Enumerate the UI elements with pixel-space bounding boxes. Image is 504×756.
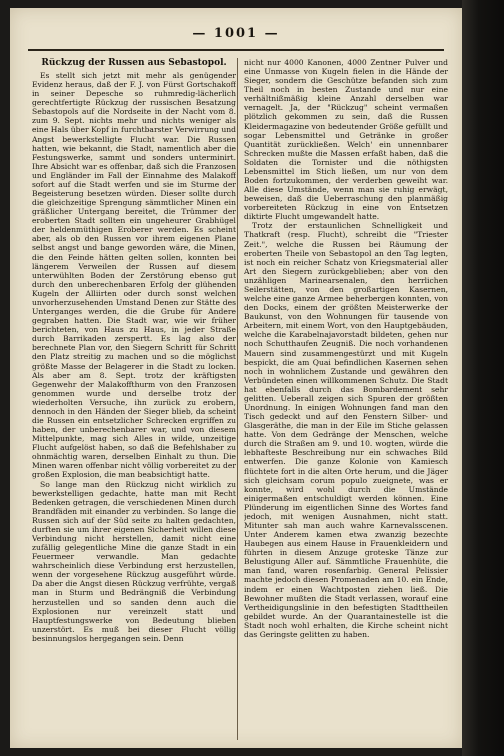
article-paragraph: Es stellt sich jetzt mit mehr als genügender Evidenz heraus, daß der F. J. von Fürst Gortschakoff in seiner Depesche so ruhmredig-lächerlich gerechtfertigte Rückzug der russischen Besatzung Sebastopols auf die Nordseite in der Nacht vom 8. zum 9. Sept. nichts mehr und nichts weniger als eine Hals über Kopf in furchtbarster Verwirrung und Angst bewerkstelligte Flucht war. Die Russen hatten, wie bekannt, die Stadt, namentlich aber die Festungswerke, sammt und sonders unterminirt. Ihre Absicht war es offenbar, daß sich die Franzosen und Engländer im Fall der Einnahme des Malakoff sofort auf die Stadt werfen und sie im Sturme der Begeisterung besetzen würden. Dieser sollte durch die gleichzeitige Sprengung sämmtlicher Minen ein gräßlicher Untergang bereitet, die Trümmer der eroberten Stadt sollten ein ungeheurer Grabhügel der heldenmüthigen Eroberer werden. Es scheint aber, als ob den Russen vor ihrem eigenen Plane selbst angst und bange geworden wäre, die Minen, die den Feinde hätten gelten sollen, konnten bei längerem Verweilen der Russen auf diesem unterwühlten Boden der Zerstörung ebenso gut durch den unberechenbaren Erfolg der glühenden Kugeln der Alliirten oder durch sonst welchen unvorherzusehenden Umstand Denen zur Stätte des Unterganges werden, die die Grube für Andere gegraben hatten. Die Stadt war, wie wir früher berichteten, von Haus zu Haus, in jeder Straße durch Barrikaden zerspertt. Es lag also der berechnete Plan vor, den Siegern Schritt für Schritt den Platz streitig zu machen und so die möglichst größte Masse der Belagerer in die Stadt zu locken. Als aber am 8. Sept. trotz der kräftigsten Gegenwehr der Malakoffthurm von den Franzosen genommen wurde und derselbe trotz der wiederholten Versuche, ihn zurück zu erobern, dennoch in den Händen der Sieger blieb, da scheint die Russen ein entsetzlicher Schrecken ergriffen zu haben, der unberechenbarer war, und von diesem Mittelpunkte, mag sich Alles in wilde, unzeitige Flucht aufgelöst haben, so daß die Befehlshaber zu ohnmächtig waren, derselben Einhalt zu thun. Die Minen waren offenbar nicht völlig vorbereitet zu der großen Explosion, die man beabsichtigt hatte. xyxy=(32,71,236,480)
article-paragraph: nicht nur 4000 Kanonen, 4000 Zentner Pulver und eine Unmasse von Kugeln fielen in die Hände der Sieger, sondern die Geschütze befanden sich zum Theil noch in besten Zustande und nur eine verhältnißmäßig kleine Anzahl derselben war vernagelt. Ja, der "Rückzug" scheint vermaßen plötzlich gekommen zu sein, daß die Russen Kleidermagazine von bedeutender Größe gefüllt und sogar Lebensmittel und Getränke in großer Quantität zurückließen. Welch' ein unnennbarer Schrecken mußte die Massen erfaßt haben, daß die Soldaten die Tornister und die nöthigsten Lebensmittel im Stich ließen, um nur von dem Boden fortzukommen, der verderben geweiht war. Alle diese Umstände, wenn man sie ruhig erwägt, beweisen, daß die Ueberraschung den planmäßig vorbereiteten Rückzug in eine von Entsetzen diktirte Flucht umgewandelt hatte. xyxy=(244,58,448,222)
header-rule xyxy=(28,49,444,51)
article-headline: Rückzug der Russen aus Sebastopol. xyxy=(41,58,227,68)
right-column xyxy=(244,58,448,740)
page-number: — 1001 — xyxy=(192,26,280,41)
newspaper-page xyxy=(10,8,462,748)
left-column xyxy=(32,58,236,740)
article-paragraph: Trotz der erstaunlichen Schnelligkeit und Thatkraft (resp. Flucht), schreibt die "Triester Zeit.", welche die Russen bei Räumung der eroberten Theile von Sebastopol an den Tag legten, ist noch ein reicher Schatz von Kriegsmaterial aller Art den Siegern zurückgeblieben; aber von den unzähligen Marinearsenalen, den herrlichen Seilerstätten, von den großartigen Kasernen, welche eine ganze Armee beherbergen konnten, von den Docks, einem der größten Meisterwerke der Baukunst, von den Wohnungen für tausende von Arbeitern, mit einem Wort, von den Hauptgebäuden, welche die Karabelnajavorstadt bildeten, gehen nur noch Schutthaufen Zeugniß. Die noch vorhandenen Mauern sind zusammengestürzt und mit Kugeln bespickt, die am Quai befindlichen Kasernen sehen noch in wohnlichem Zustande und gewähren den Verbündeten einen willkommenen Schutz. Die Stadt hat ebenfalls durch das Bombardement sehr gelitten. Ueberall zeigen sich Spuren der größten Unordnung. In einigen Wohnungen fand man den Tisch gedeckt und auf den Fenstern Silber- und Glasgeräthe, die man in der Eile im Stiche gelassen hatte. Von dem Gedränge der Menschen, welche durch die Straßen am 9. und 10. wogten, würde die lebhafteste Beschreibung nur ein schwaches Bild entwerfen. Die ganze Kolonie von Kamiesch flüchtete fort in die alten Orte herum, und die Jäger sich gleichsam corum populo zueignete, was er konnte, wird wohl durch die Umstände einigermaßen entschuldigt werden können. Eine Plünderung im eigentlichen Sinne des Wortes fand jedoch, mit wenigen Ausnahmen, nicht statt. Mitunter sah man auch wahre Karnevalsscenen. Unter Anderem kamen etwa zwanzig bezechte Haubegen aus einem Hause in Frauenkleidern und führten in diesem Anzuge groteske Tänze zur Belustigung Aller auf. Sämmtliche Frauenhüte, die man fand, waren rosenfarbig. General Pelissier machte jedoch diesen Promenaden am 10. ein Ende, indem er einen Wachtposten ziehen ließ. Die Bewohner mußten die Stadt verlassen, worauf eine Vertheidigungslinie in den befestigten Stadttheilen gebildet wurde. An der Quarantainestelle ist die Stadt noch wohl erhalten, die Kirche scheint nicht das Geringste gelitten zu haben. xyxy=(244,221,448,639)
column-divider xyxy=(237,58,238,740)
book-binding xyxy=(462,0,504,756)
article-paragraph: So lange man den Rückzug nicht wirklich zu bewerkstelligen gedachte, hatte man mit Recht Bedenken getragen, die verschiedenen Minen durch Brandfäden mit einander zu verbinden. So lange die Russen sich auf der Süd seite zu halten gedachten, durften sie um ihrer eigenen Sicherheit willen diese Verbindung nicht herstellen, damit nicht eine zufällig gelegentliche Mine die ganze Stadt in ein Feuermeer verwandle. Man gedachte wahrscheinlich diese Verbindung erst herzustellen, wenn der vorgesehene Rückzug ausgeführt würde. Da aber die Angst diesen Rückzug verfrühte, vergaß man in Sturm und Bedrängniß die Verbindung herzustellen und so sanden denn auch die Explosionen nur vereinzelt statt und Hauptfestungswerke von Bedeutung blieben unzerstört. Es muß bei dieser Flucht völlig besinnungslos hergegangen sein. Denn xyxy=(32,479,236,643)
